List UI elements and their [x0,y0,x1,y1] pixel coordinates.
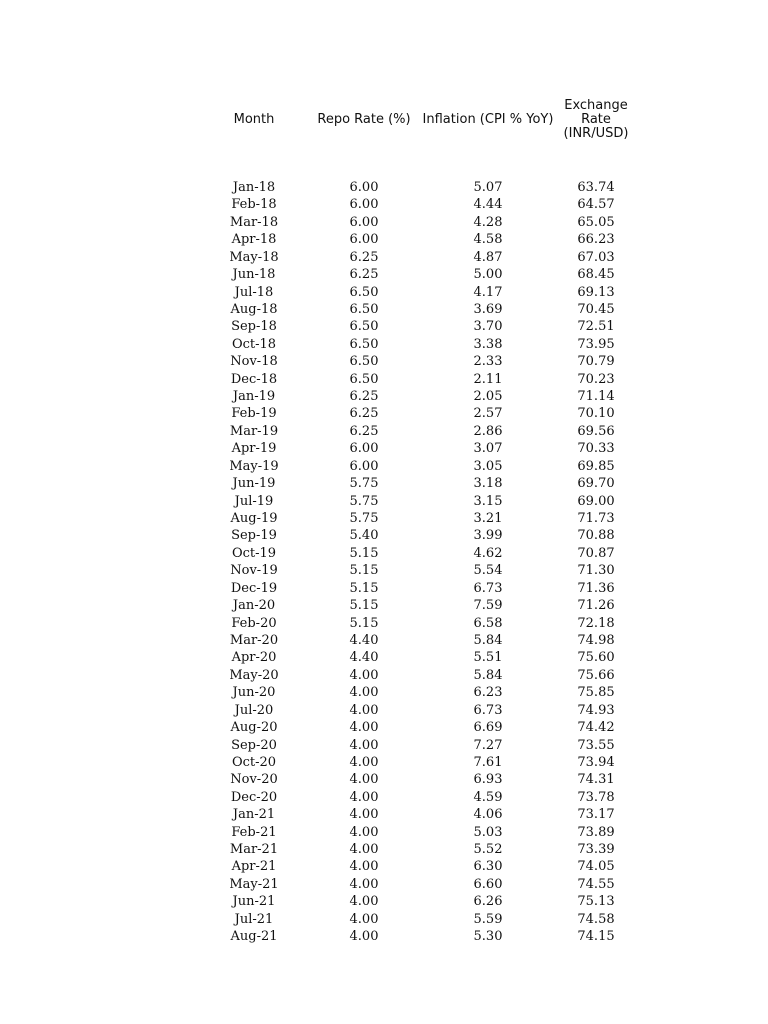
cell-exchange-rate: 70.10 [577,406,615,422]
table-row [0,353,768,370]
header-month: Month [233,112,275,127]
cell-repo-rate: 4.00 [349,911,379,927]
cell-month: Apr-19 [231,441,277,457]
cell-repo-rate: 4.00 [349,894,379,910]
cell-inflation: 6.73 [473,580,503,596]
cell-inflation: 4.06 [473,807,503,823]
table-row [0,719,768,736]
cell-inflation: 3.38 [473,336,503,352]
cell-month: May-19 [229,458,279,474]
cell-repo-rate: 5.75 [349,511,379,527]
cell-inflation: 5.59 [473,911,503,927]
cell-inflation: 5.51 [473,650,503,666]
table-row [0,266,768,283]
cell-repo-rate: 4.40 [349,632,379,648]
table-row [0,858,768,875]
cell-month: Jan-20 [232,598,276,614]
cell-repo-rate: 6.00 [349,197,379,213]
cell-repo-rate: 4.00 [349,685,379,701]
cell-month: Jul-20 [234,702,274,718]
cell-exchange-rate: 74.31 [577,772,615,788]
cell-inflation: 4.59 [473,789,503,805]
cell-month: Nov-20 [230,772,278,788]
cell-inflation: 4.44 [473,197,503,213]
cell-inflation: 6.73 [473,702,503,718]
table-row [0,754,768,771]
cell-repo-rate: 6.50 [349,371,379,387]
table-row [0,789,768,806]
table-row [0,580,768,597]
cell-repo-rate: 4.00 [349,737,379,753]
cell-repo-rate: 4.00 [349,720,379,736]
cell-exchange-rate: 69.85 [577,458,615,474]
cell-exchange-rate: 73.94 [577,754,615,770]
cell-repo-rate: 5.40 [349,528,379,544]
cell-month: Oct-18 [231,336,277,352]
cell-inflation: 3.99 [473,528,503,544]
table-row [0,597,768,614]
cell-inflation: 4.62 [473,545,503,561]
cell-repo-rate: 4.00 [349,807,379,823]
cell-inflation: 2.05 [473,389,503,405]
cell-inflation: 3.69 [473,301,503,317]
cell-exchange-rate: 63.74 [577,180,615,195]
cell-exchange-rate: 74.93 [577,702,615,718]
cell-exchange-rate: 67.03 [577,249,615,265]
cell-inflation: 5.54 [473,563,503,579]
cell-repo-rate: 6.25 [349,249,379,265]
cell-exchange-rate: 69.70 [577,476,615,492]
cell-exchange-rate: 70.33 [577,441,615,457]
cell-repo-rate: 6.00 [349,214,379,230]
cell-month: Oct-19 [231,545,277,561]
cell-exchange-rate: 73.89 [577,824,615,840]
cell-inflation: 5.84 [473,632,503,648]
table-row [0,493,768,510]
cell-exchange-rate: 71.30 [577,563,615,579]
table-row [0,336,768,353]
cell-exchange-rate: 74.58 [577,911,615,927]
table-row [0,249,768,266]
cell-inflation: 3.70 [473,319,503,335]
cell-inflation: 2.33 [473,354,503,370]
cell-repo-rate: 5.15 [349,615,379,631]
cell-inflation: 2.11 [473,371,503,387]
cell-month: Apr-20 [231,650,277,666]
cell-exchange-rate: 73.55 [577,737,615,753]
table-row [0,179,768,196]
cell-month: Jan-19 [232,389,276,405]
table-row [0,649,768,666]
cell-repo-rate: 6.00 [349,458,379,474]
cell-month: Mar-20 [229,632,279,648]
cell-inflation: 6.26 [473,894,503,910]
cell-month: Aug-21 [230,929,278,945]
cell-exchange-rate: 68.45 [577,267,615,283]
table-row [0,632,768,649]
cell-inflation: 5.00 [473,267,503,283]
cell-exchange-rate: 74.42 [577,720,615,736]
cell-repo-rate: 4.00 [349,859,379,875]
cell-inflation: 6.69 [473,720,503,736]
cell-exchange-rate: 70.45 [577,301,615,317]
header-repo-rate: Repo Rate (%) [317,112,411,127]
cell-exchange-rate: 71.73 [577,511,615,527]
cell-exchange-rate: 70.79 [577,354,615,370]
table-row [0,405,768,422]
cell-inflation: 6.58 [473,615,503,631]
table-row [0,771,768,788]
table-row [0,301,768,318]
cell-repo-rate: 5.75 [349,493,379,509]
cell-inflation: 3.07 [473,441,503,457]
cell-inflation: 6.60 [473,876,503,892]
cell-inflation: 5.03 [473,824,503,840]
cell-month: Feb-21 [231,824,277,840]
cell-repo-rate: 6.50 [349,301,379,317]
cell-exchange-rate: 74.98 [577,632,615,648]
table-row [0,806,768,823]
cell-repo-rate: 4.00 [349,772,379,788]
cell-exchange-rate: 64.57 [577,197,615,213]
cell-inflation: 2.57 [473,406,503,422]
cell-month: Jun-19 [232,476,276,492]
cell-exchange-rate: 71.26 [577,598,615,614]
cell-repo-rate: 4.00 [349,876,379,892]
cell-month: Nov-18 [230,354,278,370]
cell-month: Aug-18 [230,301,278,317]
cell-repo-rate: 6.25 [349,423,379,439]
cell-exchange-rate: 71.36 [577,580,615,596]
cell-month: Sep-19 [231,528,277,544]
cell-repo-rate: 6.50 [349,319,379,335]
table-row [0,527,768,544]
cell-month: Mar-19 [229,423,279,439]
cell-exchange-rate: 66.23 [577,232,615,248]
table-row [0,318,768,335]
cell-inflation: 3.15 [473,493,503,509]
table-row [0,196,768,213]
table-row [0,388,768,405]
table-row [0,214,768,231]
table-row [0,667,768,684]
header-exchange-rate: Exchange Rate (INR/USD) [563,98,629,141]
cell-month: Feb-18 [231,197,277,213]
table-row [0,423,768,440]
cell-inflation: 3.05 [473,458,503,474]
cell-inflation: 5.84 [473,667,503,683]
cell-repo-rate: 4.00 [349,754,379,770]
cell-exchange-rate: 73.17 [577,807,615,823]
cell-exchange-rate: 73.78 [577,789,615,805]
table-row [0,510,768,527]
cell-repo-rate: 4.00 [349,929,379,945]
cell-repo-rate: 5.15 [349,580,379,596]
cell-repo-rate: 6.00 [349,180,379,195]
cell-exchange-rate: 75.85 [577,685,615,701]
cell-repo-rate: 4.00 [349,824,379,840]
cell-month: Feb-20 [231,615,277,631]
cell-repo-rate: 4.00 [349,842,379,858]
cell-month: Jun-18 [232,267,276,283]
cell-exchange-rate: 73.39 [577,842,615,858]
cell-exchange-rate: 72.18 [577,615,615,631]
cell-inflation: 5.07 [473,180,503,195]
cell-repo-rate: 5.15 [349,598,379,614]
cell-inflation: 3.21 [473,511,503,527]
table-row [0,737,768,754]
cell-repo-rate: 6.50 [349,336,379,352]
cell-repo-rate: 4.00 [349,702,379,718]
cell-repo-rate: 6.00 [349,441,379,457]
cell-inflation: 4.17 [473,284,503,300]
cell-inflation: 2.86 [473,423,503,439]
cell-month: Oct-20 [231,754,277,770]
cell-inflation: 5.30 [473,929,503,945]
cell-repo-rate: 4.00 [349,789,379,805]
cell-exchange-rate: 73.95 [577,336,615,352]
table-row [0,702,768,719]
table-row [0,893,768,910]
cell-exchange-rate: 65.05 [577,214,615,230]
cell-month: May-21 [229,876,279,892]
cell-month: Jan-18 [232,180,276,195]
cell-exchange-rate: 72.51 [577,319,615,335]
cell-month: May-20 [229,667,279,683]
cell-exchange-rate: 74.05 [577,859,615,875]
table-row [0,562,768,579]
cell-inflation: 4.28 [473,214,503,230]
cell-exchange-rate: 70.88 [577,528,615,544]
table-row [0,841,768,858]
cell-exchange-rate: 74.15 [577,929,615,945]
table-row [0,440,768,457]
cell-month: Dec-19 [230,580,278,596]
cell-exchange-rate: 74.55 [577,876,615,892]
cell-month: Aug-19 [230,511,278,527]
cell-month: Dec-18 [230,371,278,387]
cell-month: Mar-21 [229,842,279,858]
cell-repo-rate: 5.75 [349,476,379,492]
cell-month: Jul-18 [234,284,274,300]
table-row [0,684,768,701]
cell-month: Jul-21 [234,911,274,927]
cell-repo-rate: 6.50 [349,354,379,370]
cell-inflation: 6.93 [473,772,503,788]
cell-repo-rate: 4.00 [349,667,379,683]
cell-inflation: 7.61 [473,754,503,770]
cell-inflation: 6.23 [473,685,503,701]
cell-exchange-rate: 75.60 [577,650,615,666]
table-row [0,911,768,928]
cell-month: Jun-21 [232,894,276,910]
table-row [0,615,768,632]
cell-exchange-rate: 75.66 [577,667,615,683]
table-body [0,179,768,946]
cell-repo-rate: 6.25 [349,267,379,283]
cell-exchange-rate: 69.13 [577,284,615,300]
table-row [0,371,768,388]
cell-repo-rate: 4.40 [349,650,379,666]
cell-inflation: 4.87 [473,249,503,265]
cell-month: Feb-19 [231,406,277,422]
cell-month: Sep-18 [231,319,277,335]
table-row [0,876,768,893]
cell-inflation: 7.27 [473,737,503,753]
cell-exchange-rate: 75.13 [577,894,615,910]
cell-repo-rate: 5.15 [349,563,379,579]
cell-exchange-rate: 70.23 [577,371,615,387]
cell-inflation: 7.59 [473,598,503,614]
cell-month: Mar-18 [229,214,279,230]
table-row [0,928,768,945]
cell-inflation: 6.30 [473,859,503,875]
cell-month: Apr-18 [231,232,277,248]
cell-inflation: 4.58 [473,232,503,248]
cell-inflation: 3.18 [473,476,503,492]
cell-repo-rate: 6.50 [349,284,379,300]
cell-repo-rate: 6.25 [349,406,379,422]
cell-month: Sep-20 [231,737,277,753]
cell-exchange-rate: 69.56 [577,423,615,439]
cell-exchange-rate: 70.87 [577,545,615,561]
cell-repo-rate: 6.25 [349,389,379,405]
table-row [0,231,768,248]
header-inflation: Inflation (CPI % YoY) [422,112,554,127]
table-row [0,458,768,475]
cell-exchange-rate: 71.14 [577,389,615,405]
cell-repo-rate: 6.00 [349,232,379,248]
cell-month: Apr-21 [231,859,277,875]
cell-repo-rate: 5.15 [349,545,379,561]
cell-month: Jun-20 [232,685,276,701]
cell-month: Jul-19 [234,493,274,509]
table-row [0,475,768,492]
cell-month: Dec-20 [230,789,278,805]
cell-month: May-18 [229,249,279,265]
cell-month: Aug-20 [230,720,278,736]
table-row [0,284,768,301]
cell-month: Jan-21 [232,807,276,823]
cell-exchange-rate: 69.00 [577,493,615,509]
cell-month: Nov-19 [230,563,278,579]
table-row [0,545,768,562]
cell-inflation: 5.52 [473,842,503,858]
table-row [0,824,768,841]
